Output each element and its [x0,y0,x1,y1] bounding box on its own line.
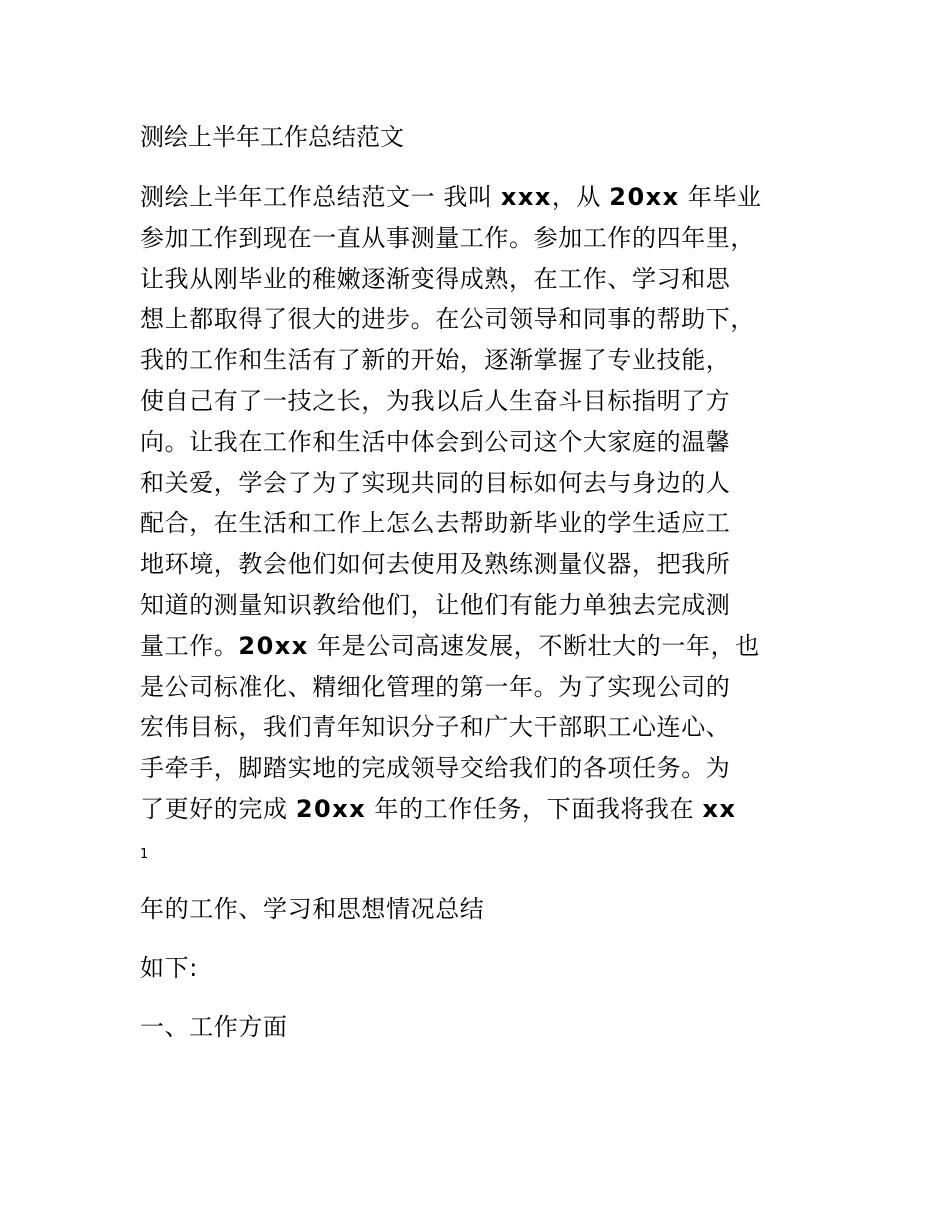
body-text-run: 向。让我在工作和生活中体会到公司这个大家庭的温馨 [140,427,731,456]
document-title: 测绘上半年工作总结范文 [140,123,404,151]
body-line [140,177,820,218]
bold-text: 20xx [609,183,680,211]
body-line [140,789,820,830]
body-line [140,463,820,504]
body-text-run: 年毕业 [679,183,762,211]
paragraph-continuation: 年的工作、学习和思想情况总结 [140,895,485,923]
body-line [140,585,820,626]
body-text-run: 年是公司高速发展，不断壮大的一年，也 [308,631,760,660]
body-text-run: 测绘上半年工作总结范文一 我叫 [140,183,501,211]
body-line [140,626,820,667]
body-text-run: 使自己有了一技之长，为我以后人生奋斗目标指明了方 [140,386,731,415]
body-paragraph [140,177,820,830]
body-line [140,503,820,544]
body-text-run: 让我从刚毕业的稚嫩逐渐变得成熟，在工作、学习和思 [140,264,731,293]
bold-text: 20xx [295,794,367,823]
body-line [140,259,820,300]
bold-text: xxx [500,183,552,211]
body-text-run: 手牵手，脚踏实地的完成领导交给我们的各项任务。为 [140,754,731,783]
body-text-run: 量工作。 [140,631,239,660]
section-heading-work: 一、工作方面 [140,1013,288,1041]
body-text-run: 参加工作到现在一直从事测量工作。参加工作的四年里， [140,223,755,252]
body-text-run: 地环境，教会他们如何去使用及熟练测量仪器，把我所 [140,550,731,579]
body-text-run: 我的工作和生活有了新的开始，逐渐掌握了专业技能， [140,346,731,375]
body-text-run: 配合，在生活和工作上怎么去帮助新毕业的学生适应工 [140,509,731,538]
bold-text: xx [702,794,737,823]
body-line [140,667,820,708]
body-line [140,707,820,748]
bold-text: 20xx [238,631,309,660]
body-text-run: 想上都取得了很大的进步。在公司领导和同事的帮助下， [140,305,755,334]
body-text-run: 是公司标准化、精细化管理的第一年。为了实现公司的 [140,672,731,701]
body-text-run: 和关爱，学会了为了实现共同的目标如何去与身边的人 [140,468,731,497]
body-text-run: ，从 [551,183,610,211]
body-text-run: 知道的测量知识教给他们，让他们有能力单独去完成测 [140,590,731,619]
body-line [140,748,820,789]
page-number: 1 [140,847,149,862]
body-line [140,340,820,381]
body-line [140,381,820,422]
body-text-run: 年的工作任务，下面我将我在 [366,794,703,823]
body-text-run: 宏伟目标，我们青年知识分子和广大干部职工心连心、 [140,713,731,742]
paragraph-ruxia: 如下: [140,954,198,982]
body-line [140,218,820,259]
body-line [140,544,820,585]
body-line [140,422,820,463]
body-text-run: 了更好的完成 [140,794,296,823]
body-line [140,299,820,340]
